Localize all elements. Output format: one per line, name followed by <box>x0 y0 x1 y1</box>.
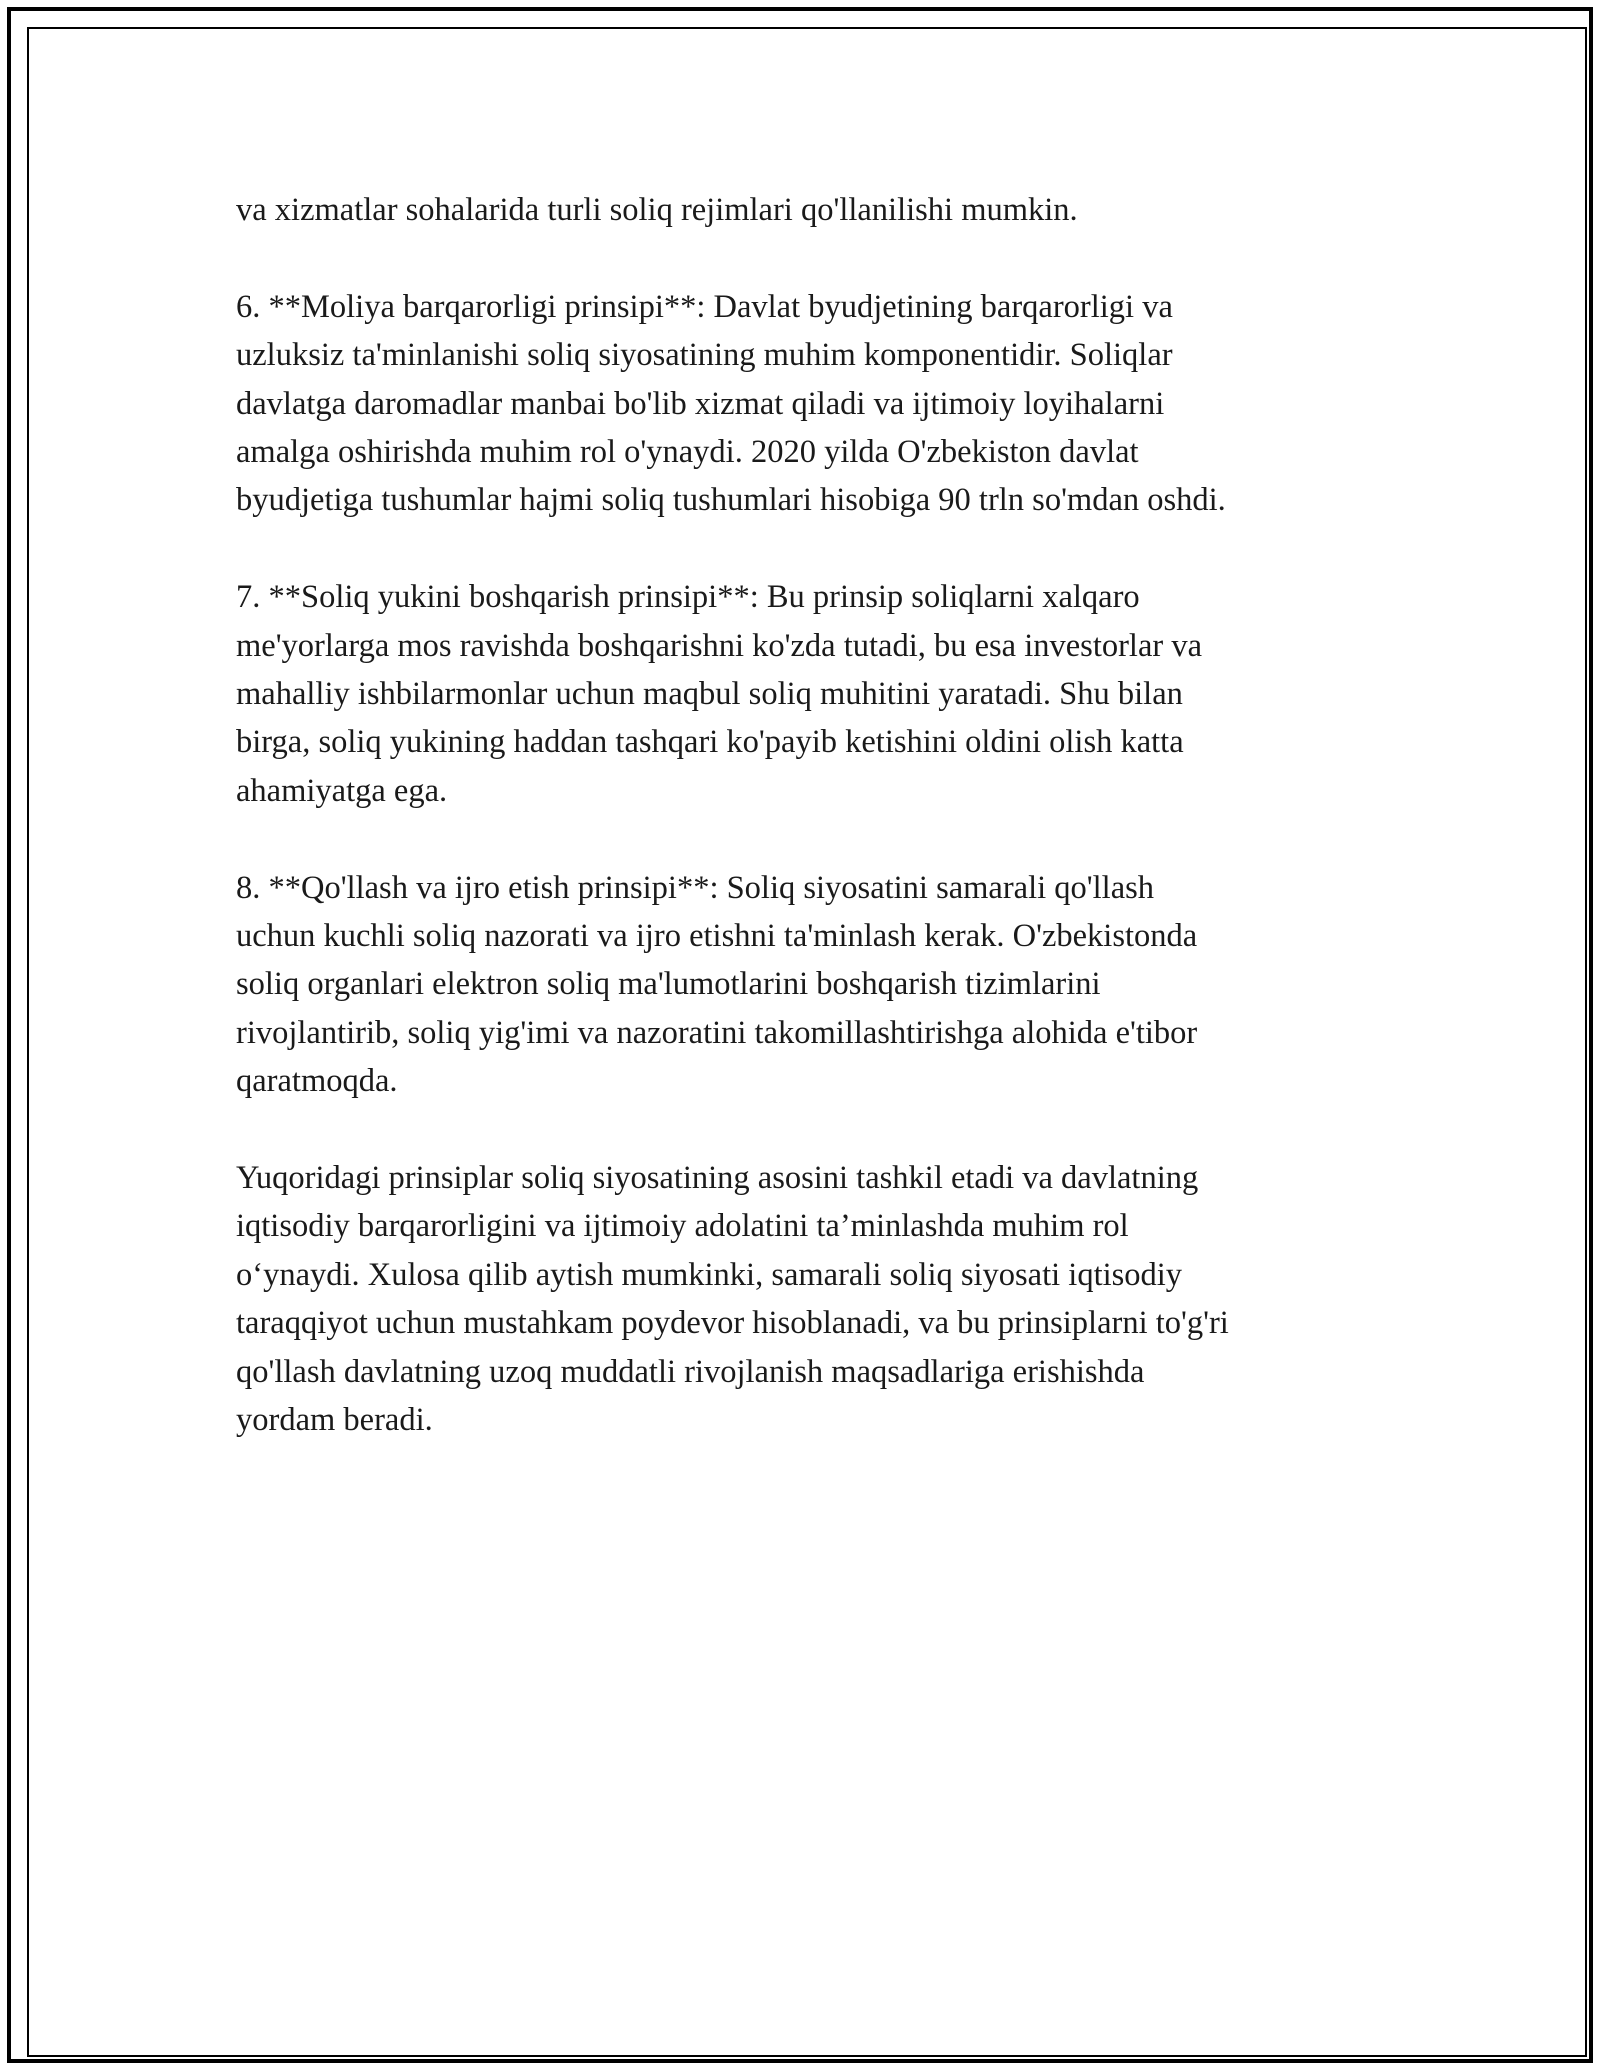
text-line: amalga oshirishda muhim rol o'ynaydi. 2020 yilda O'zbekiston davlat <box>236 434 1139 471</box>
text-line: ahamiyatga ega. <box>236 772 448 809</box>
paragraph-principle-8 <box>236 864 1366 1106</box>
text-line: uzluksiz ta'minlanishi soliq siyosatining muhim komponentidir. Soliqlar <box>236 337 1173 374</box>
text-line: iqtisodiy barqarorligini va ijtimoiy adolatini ta’minlashda muhim rol <box>236 1208 1129 1245</box>
text-line: birga, soliq yukining haddan tashqari ko'payib ketishini oldini olish katta <box>236 724 1184 761</box>
text-line: qo'llash davlatning uzoq muddatli rivojlanish maqsadlariga erishishda <box>236 1353 1145 1390</box>
text-line: soliq organlari elektron soliq ma'lumotlarini boshqarish tizimlarini <box>236 966 1101 1003</box>
paragraph-principle-7 <box>236 573 1366 815</box>
text-line: qaratmoqda. <box>236 1063 398 1100</box>
text-line: Yuqoridagi prinsiplar soliq siyosatining asosini tashkil etadi va davlatning <box>236 1160 1199 1197</box>
text-line: taraqqiyot uchun mustahkam poydevor hisoblanadi, va bu prinsiplarni to'g'ri <box>236 1305 1229 1342</box>
paragraph-intro-continuation <box>236 186 1366 234</box>
text-line: me'yorlarga mos ravishda boshqarishni ko'zda tutadi, bu esa investorlar va <box>236 627 1203 664</box>
text-line: 7. **Soliq yukini boshqarish prinsipi**: Bu prinsip soliqlarni xalqaro <box>236 579 1140 616</box>
paragraph-conclusion <box>236 1154 1366 1444</box>
text-line: o‘ynaydi. Xulosa qilib aytish mumkinki, samarali soliq siyosati iqtisodiy <box>236 1256 1183 1293</box>
text-line: rivojlantirib, soliq yig'imi va nazoratini takomillashtirishga alohida e'tibor <box>236 1014 1198 1051</box>
text-line: mahalliy ishbilarmonlar uchun maqbul soliq muhitini yaratadi. Shu bilan <box>236 676 1183 713</box>
text-line: va xizmatlar sohalarida turli soliq rejimlari qo'llanilishi mumkin. <box>236 192 1078 228</box>
text-line: 8. **Qo'llash va ijro etish prinsipi**: Soliq siyosatini samarali qo'llash <box>236 869 1155 906</box>
text-line: davlatga daromadlar manbai bo'lib xizmat qiladi va ijtimoiy loyihalarni <box>236 385 1165 422</box>
text-line: byudjetiga tushumlar hajmi soliq tushumlari hisobiga 90 trln so'mdan oshdi. <box>236 482 1226 519</box>
text-line: yordam beradi. <box>236 1402 433 1439</box>
text-line: 6. **Moliya barqarorligi prinsipi**: Davlat byudjetining barqarorligi va <box>236 288 1173 325</box>
paragraph-principle-6 <box>236 283 1366 525</box>
text-line: uchun kuchli soliq nazorati va ijro etishni ta'minlash kerak. O'zbekistonda <box>236 918 1198 955</box>
document-body <box>236 186 1366 1493</box>
